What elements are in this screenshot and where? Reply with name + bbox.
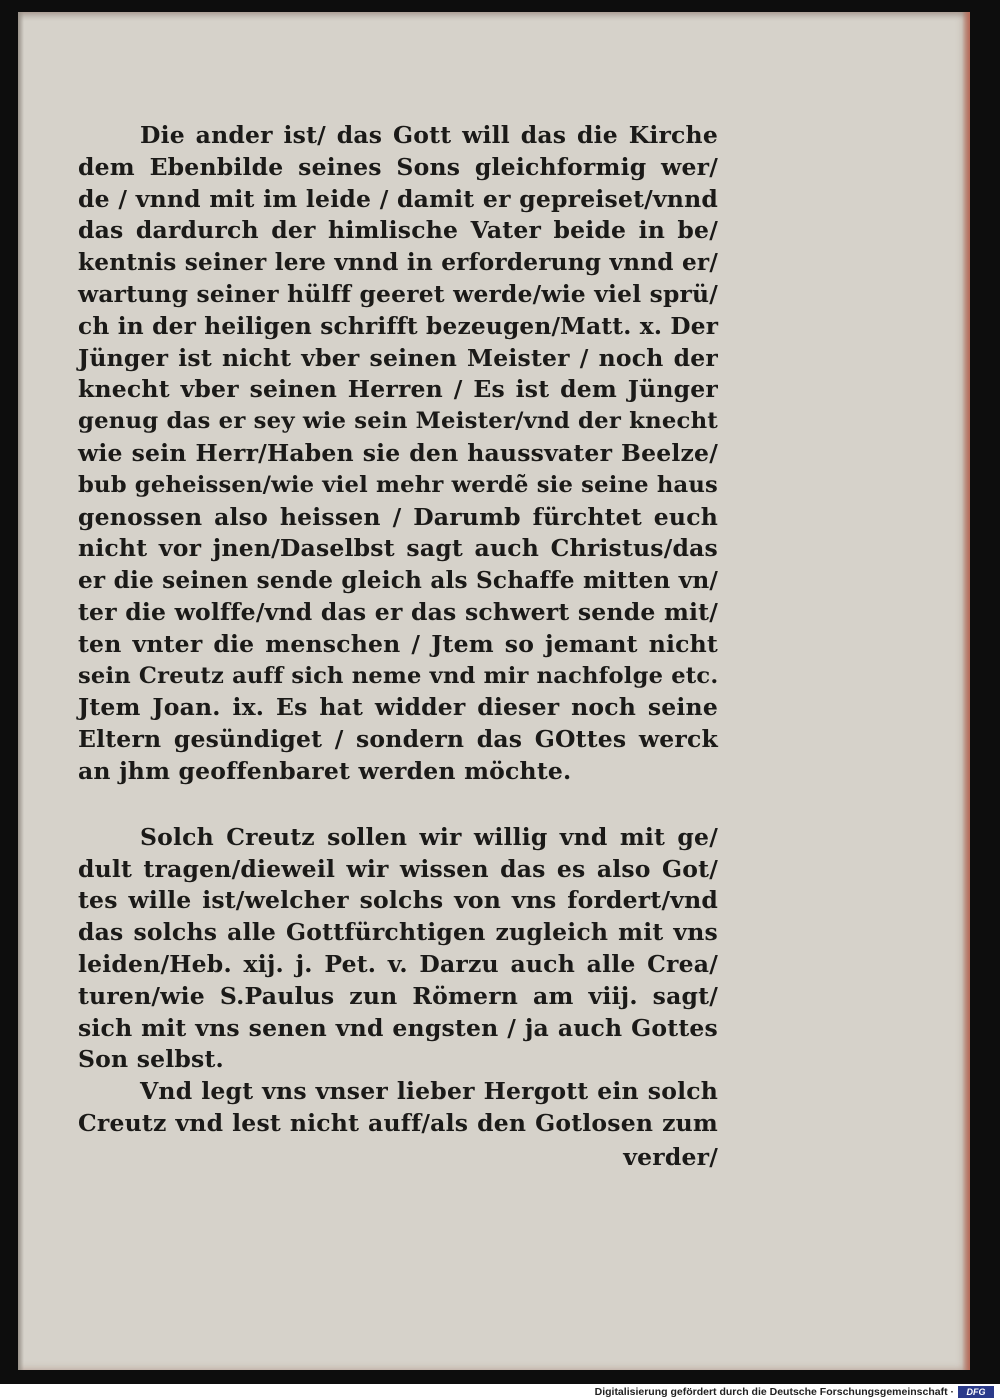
page-gutter-shadow bbox=[18, 12, 24, 1370]
paragraph-1 bbox=[78, 120, 718, 788]
text-line: knecht vber seinen Herren / Es ist dem Jünger bbox=[78, 375, 718, 404]
text-line: tes wille ist/welcher solchs von vns fordert/vnd bbox=[78, 886, 718, 915]
text-line: dult tragen/dieweil wir wissen das es also Got/ bbox=[78, 854, 718, 883]
text-line: turen/wie S.Paulus zun Römern am viij. sagt/ bbox=[78, 981, 718, 1010]
text-line: Vnd legt vns vnser lieber Hergott ein solch bbox=[140, 1077, 718, 1106]
text-line: er die seinen sende gleich als Schaffe mitten vn/ bbox=[78, 567, 719, 595]
text-line: Jtem Joan. ix. Es hat widder dieser noch seine bbox=[78, 693, 718, 722]
text-line: Die ander ist/ das Gott will das die Kirche bbox=[140, 121, 718, 149]
text-line: genossen also heissen / Darumb fürchtet euch bbox=[78, 502, 718, 531]
text-line: wartung seiner hülff geeret werde/wie viel sprü/ bbox=[78, 279, 718, 308]
text-line: Creutz vnd lest nicht auff/als den Gotlosen zum bbox=[78, 1108, 718, 1137]
text-line: nicht vor jnen/Daselbst sagt auch Christus/das bbox=[78, 534, 718, 563]
text-line: an jhm geoffenbaret werden möchte. bbox=[78, 756, 572, 785]
text-line: Son selbst. bbox=[78, 1045, 224, 1074]
text-line: das dardurch der himlische Vater beide in be/ bbox=[78, 216, 718, 245]
catchword: verder/ bbox=[623, 1142, 718, 1171]
paragraph-gap bbox=[78, 788, 718, 822]
text-line: das solchs alle Gottfürchtigen zugleich mit vns bbox=[78, 918, 718, 947]
page-text bbox=[78, 120, 718, 1174]
text-line: de / vnnd mit im leide / damit er gepreiset/vnnd bbox=[78, 184, 718, 213]
text-line: bub geheissen/wie viel mehr werdẽ sie seine haus bbox=[78, 471, 718, 498]
text-line: ter die wolffe/vnd das er das schwert sende mit/ bbox=[78, 597, 718, 626]
funding-credit: Digitalisierung gefördert durch die Deutsche Forschungsgemeinschaft · bbox=[594, 1386, 954, 1398]
text-line: leiden/Heb. xij. j. Pet. v. Darzu auch alle Crea/ bbox=[78, 949, 718, 978]
text-line: sich mit vns senen vnd engsten / ja auch Gottes bbox=[78, 1013, 718, 1042]
text-line: wie sein Herr/Haben sie den haussvater Beelze/ bbox=[78, 438, 718, 467]
text-line: Eltern gesündiget / sondern das GOttes werck bbox=[78, 725, 718, 754]
text-line: ch in der heiligen schrifft bezeugen/Matt. x. Der bbox=[78, 312, 719, 340]
dfg-logo: DFG bbox=[958, 1386, 994, 1398]
text-line: ten vnter die menschen / Jtem so jemant nicht bbox=[78, 629, 718, 658]
text-line: sein Creutz auff sich neme vnd mir nachfolge etc. bbox=[78, 662, 719, 689]
paragraph-3 bbox=[78, 1076, 718, 1173]
text-line: kentnis seiner lere vnnd in erforderung vnnd er/ bbox=[78, 249, 718, 277]
page-red-edge bbox=[962, 12, 970, 1370]
text-line: genug das er sey wie sein Meister/vnd der knecht bbox=[78, 408, 719, 435]
text-line: Jünger ist nicht vber seinen Meister / noch der bbox=[78, 343, 718, 372]
book-page bbox=[18, 12, 970, 1370]
text-line: dem Ebenbilde seines Sons gleichformig wer/ bbox=[78, 152, 718, 181]
text-line: Solch Creutz sollen wir willig vnd mit ge/ bbox=[140, 822, 718, 851]
paragraph-2 bbox=[78, 822, 718, 1076]
